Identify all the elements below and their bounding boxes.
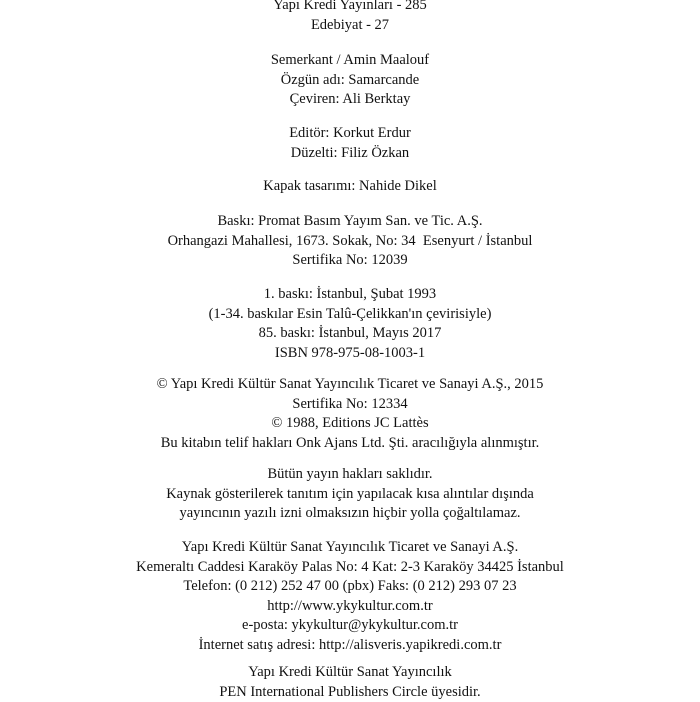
publisher-copyright-line: © Yapı Kredi Kültür Sanat Yayıncılık Ticaret ve Sanayi A.Ş., 2015 [156,376,544,392]
current-edition-line: 85. baskı: İstanbul, Mayıs 2017 [258,325,442,342]
printer-certificate-line: Sertifika No: 12039 [292,252,408,269]
email-line: e-posta: ykykultur@ykykultur.com.tr [242,617,458,634]
editorial-block [0,124,700,163]
online-store-line: İnternet satış adresi: http://alisveris.yapikredi.com.tr [198,636,502,653]
series-line: Yapı Kredi Yayınları - 285 [273,0,427,13]
contact-block [0,538,700,656]
membership-block [0,663,700,702]
all-rights-line: Bütün yayın hakları saklıdır. [267,466,433,482]
printer-block [0,212,700,271]
publisher-certificate-line: Sertifika No: 12334 [292,395,408,412]
proofreader-line: Düzelti: Filiz Özkan [290,144,410,161]
subseries-line: Edebiyat - 27 [310,16,390,33]
website-line: http://www.ykykultur.com.tr [267,597,433,614]
printer-line: Baskı: Promat Basım Yayım San. ve Tic. A.Ş. [217,213,483,229]
publisher-series-block [0,0,700,35]
cover-design-line: Kapak tasarımı: Nahide Dikel [263,178,437,194]
quote-policy-line-1: Kaynak gösterilerek tanıtım için yapılacak kısa alıntılar dışında [166,485,534,502]
title-author-line: Semerkant / Amin Maalouf [270,52,430,68]
quote-policy-line-2: yayıncının yazılı izni olmaksızın hiçbir yolla çoğaltılamaz. [179,505,521,522]
isbn-line: ISBN 978-975-08-1003-1 [274,344,426,361]
phone-fax-line: Telefon: (0 212) 252 47 00 (pbx) Faks: (0 212) 293 07 23 [183,578,517,595]
membership-line-2: PEN International Publishers Circle üyesidir. [219,683,481,700]
first-edition-line: 1. baskı: İstanbul, Şubat 1993 [263,286,437,302]
membership-line-1: Yapı Kredi Kültür Sanat Yayıncılık [248,664,452,680]
earlier-editions-line: (1-34. baskılar Esin Talû-Çelikkan'ın çevirisiyle) [208,305,492,322]
edition-block [0,285,700,363]
translator-line: Çeviren: Ali Berktay [289,91,411,108]
original-copyright-line: © 1988, Editions JC Lattès [271,415,429,432]
company-line: Yapı Kredi Kültür Sanat Yayıncılık Ticaret ve Sanayi A.Ş. [181,539,519,555]
original-title-line: Özgün adı: Samarcande [280,71,420,88]
editor-line: Editör: Korkut Erdur [289,125,411,141]
copyright-block [0,375,700,453]
rights-block [0,465,700,524]
address-line: Kemeraltı Caddesi Karaköy Palas No: 4 Kat: 2-3 Karaköy 34425 İstanbul [136,558,564,575]
cover-design-block [0,177,700,197]
printer-address-line: Orhangazi Mahallesi, 1673. Sokak, No: 34 Esenyurt / İstanbul [167,232,533,249]
rights-agency-line: Bu kitabın telif hakları Onk Ajans Ltd. Şti. aracılığıyla alınmıştır. [160,434,540,451]
work-info-block [0,51,700,110]
